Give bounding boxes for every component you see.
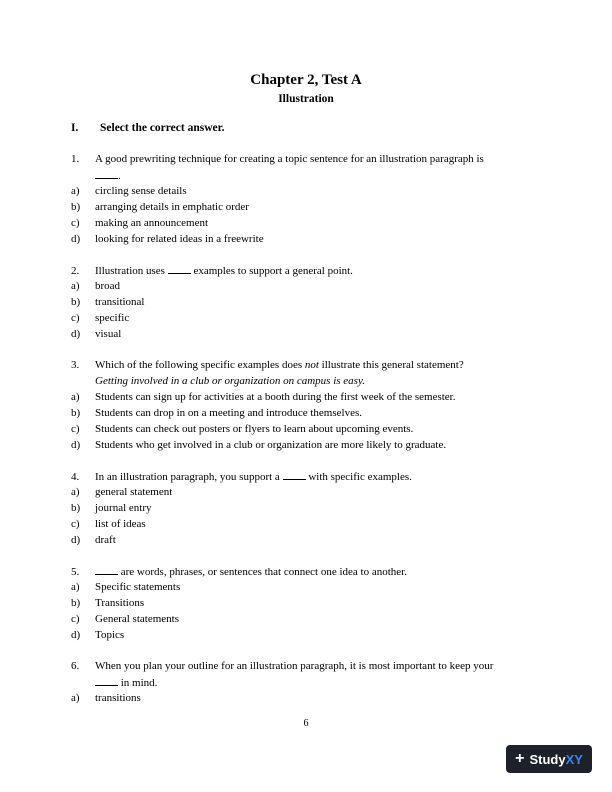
answer-option (71, 534, 116, 547)
section-heading (71, 122, 225, 134)
option-text: making an announcement (95, 217, 209, 229)
question-stem (71, 359, 464, 372)
option-text: arranging details in emphatic order (95, 201, 249, 213)
option-label: c) (71, 518, 80, 530)
question-stem (71, 264, 353, 278)
option-label: c) (71, 613, 80, 625)
option-label: b) (71, 201, 81, 213)
answer-option (71, 391, 455, 404)
plus-icon: + (515, 750, 525, 767)
answer-option (71, 581, 180, 594)
option-label: c) (71, 312, 80, 324)
option-label: b) (71, 502, 81, 514)
answer-option (71, 312, 129, 325)
question-text: In an illustration paragraph, you support a (95, 471, 280, 483)
option-text: draft (95, 534, 116, 546)
option-text: Specific statements (95, 581, 181, 593)
question-stem (71, 565, 407, 579)
option-text: journal entry (95, 502, 152, 514)
question-number: 1. (71, 153, 80, 165)
option-label: b) (71, 407, 81, 419)
page-title: Chapter 2, Test A (250, 72, 362, 88)
question-text: Illustration uses (95, 265, 165, 277)
studyxy-watermark-badge[interactable] (506, 745, 592, 773)
option-label: a) (71, 692, 80, 704)
brand-accent: XY (565, 751, 583, 767)
option-text: specific (95, 312, 130, 324)
answer-blank (95, 169, 118, 179)
brand-main: Study (529, 751, 566, 767)
page-number: 6 (303, 718, 309, 729)
question-number: 6. (71, 660, 80, 672)
option-label: b) (71, 597, 81, 609)
option-label: c) (71, 423, 80, 435)
option-text: transitional (95, 296, 145, 308)
answer-option (71, 217, 208, 230)
answer-option (71, 692, 141, 705)
option-label: c) (71, 217, 80, 229)
section-number: I. (71, 122, 79, 134)
question-number: 3. (71, 359, 80, 371)
answer-option (71, 328, 121, 341)
option-text: Students can check out posters or flyers to learn about upcoming events. (95, 423, 414, 435)
section-instruction: Select the correct answer. (100, 122, 225, 134)
page-subtitle: Illustration (278, 93, 334, 105)
answer-option (71, 423, 413, 436)
option-label: d) (71, 233, 81, 245)
option-text: General statements (95, 613, 179, 625)
answer-option (71, 502, 152, 515)
option-label: d) (71, 439, 81, 451)
question-number: 5. (71, 566, 80, 578)
option-label: d) (71, 328, 81, 340)
answer-blank (95, 676, 118, 686)
answer-option (71, 597, 144, 610)
answer-option (71, 613, 179, 626)
option-text: Students who get involved in a club or organization are more likely to graduate. (95, 439, 447, 451)
answer-option (71, 185, 187, 198)
option-text: list of ideas (95, 518, 146, 530)
answer-option (71, 518, 146, 531)
option-text: transitions (95, 692, 141, 704)
option-label: a) (71, 486, 80, 498)
brand-name (529, 752, 582, 767)
option-label: a) (71, 280, 80, 292)
question-text: with specific examples. (308, 471, 412, 483)
option-label: b) (71, 296, 81, 308)
question-text: . (118, 170, 121, 182)
answer-blank (168, 264, 191, 274)
answer-option (71, 407, 362, 420)
answer-option (71, 486, 172, 499)
question-text: When you plan your outline for an illustration paragraph, it is most important to keep your (95, 660, 494, 672)
option-text: visual (95, 328, 122, 340)
question-number: 4. (71, 471, 80, 483)
option-text: general statement (95, 486, 173, 498)
answer-option (71, 201, 249, 214)
answer-option (71, 280, 120, 293)
option-text: Students can drop in on a meeting and introduce themselves. (95, 407, 362, 419)
answer-option (71, 233, 264, 246)
option-text: broad (95, 280, 121, 292)
option-label: a) (71, 391, 80, 403)
option-text: circling sense details (95, 185, 187, 197)
question-stem-continued (95, 169, 121, 183)
question-text: illustrate this general statement? (321, 359, 464, 371)
emphasis-text: not (304, 359, 319, 371)
option-text: looking for related ideas in a freewrite (95, 233, 264, 245)
question-stem-continued (95, 676, 157, 690)
answer-option (71, 439, 446, 452)
question-stem (71, 153, 484, 166)
option-text: Transitions (95, 597, 145, 609)
option-label: d) (71, 534, 81, 546)
answer-blank (283, 470, 306, 480)
option-label: a) (71, 185, 80, 197)
general-statement: Getting involved in a club or organization on campus is easy. (95, 375, 365, 387)
question-text: in mind. (120, 677, 158, 689)
question-stem (71, 470, 412, 484)
question-text: A good prewriting technique for creating a topic sentence for an illustration paragraph is (95, 153, 484, 165)
question-text: are words, phrases, or sentences that connect one idea to another. (120, 566, 407, 578)
option-text: Students can sign up for activities at a booth during the first week of the semester. (95, 391, 456, 403)
question-number: 2. (71, 265, 80, 277)
answer-blank (95, 565, 118, 575)
option-text: Topics (95, 629, 125, 641)
answer-option (71, 296, 145, 309)
option-label: d) (71, 629, 81, 641)
question-text: examples to support a general point. (193, 265, 353, 277)
option-label: a) (71, 581, 80, 593)
answer-option (71, 629, 124, 642)
question-stem (71, 660, 493, 673)
question-text: Which of the following specific examples does (95, 359, 303, 371)
